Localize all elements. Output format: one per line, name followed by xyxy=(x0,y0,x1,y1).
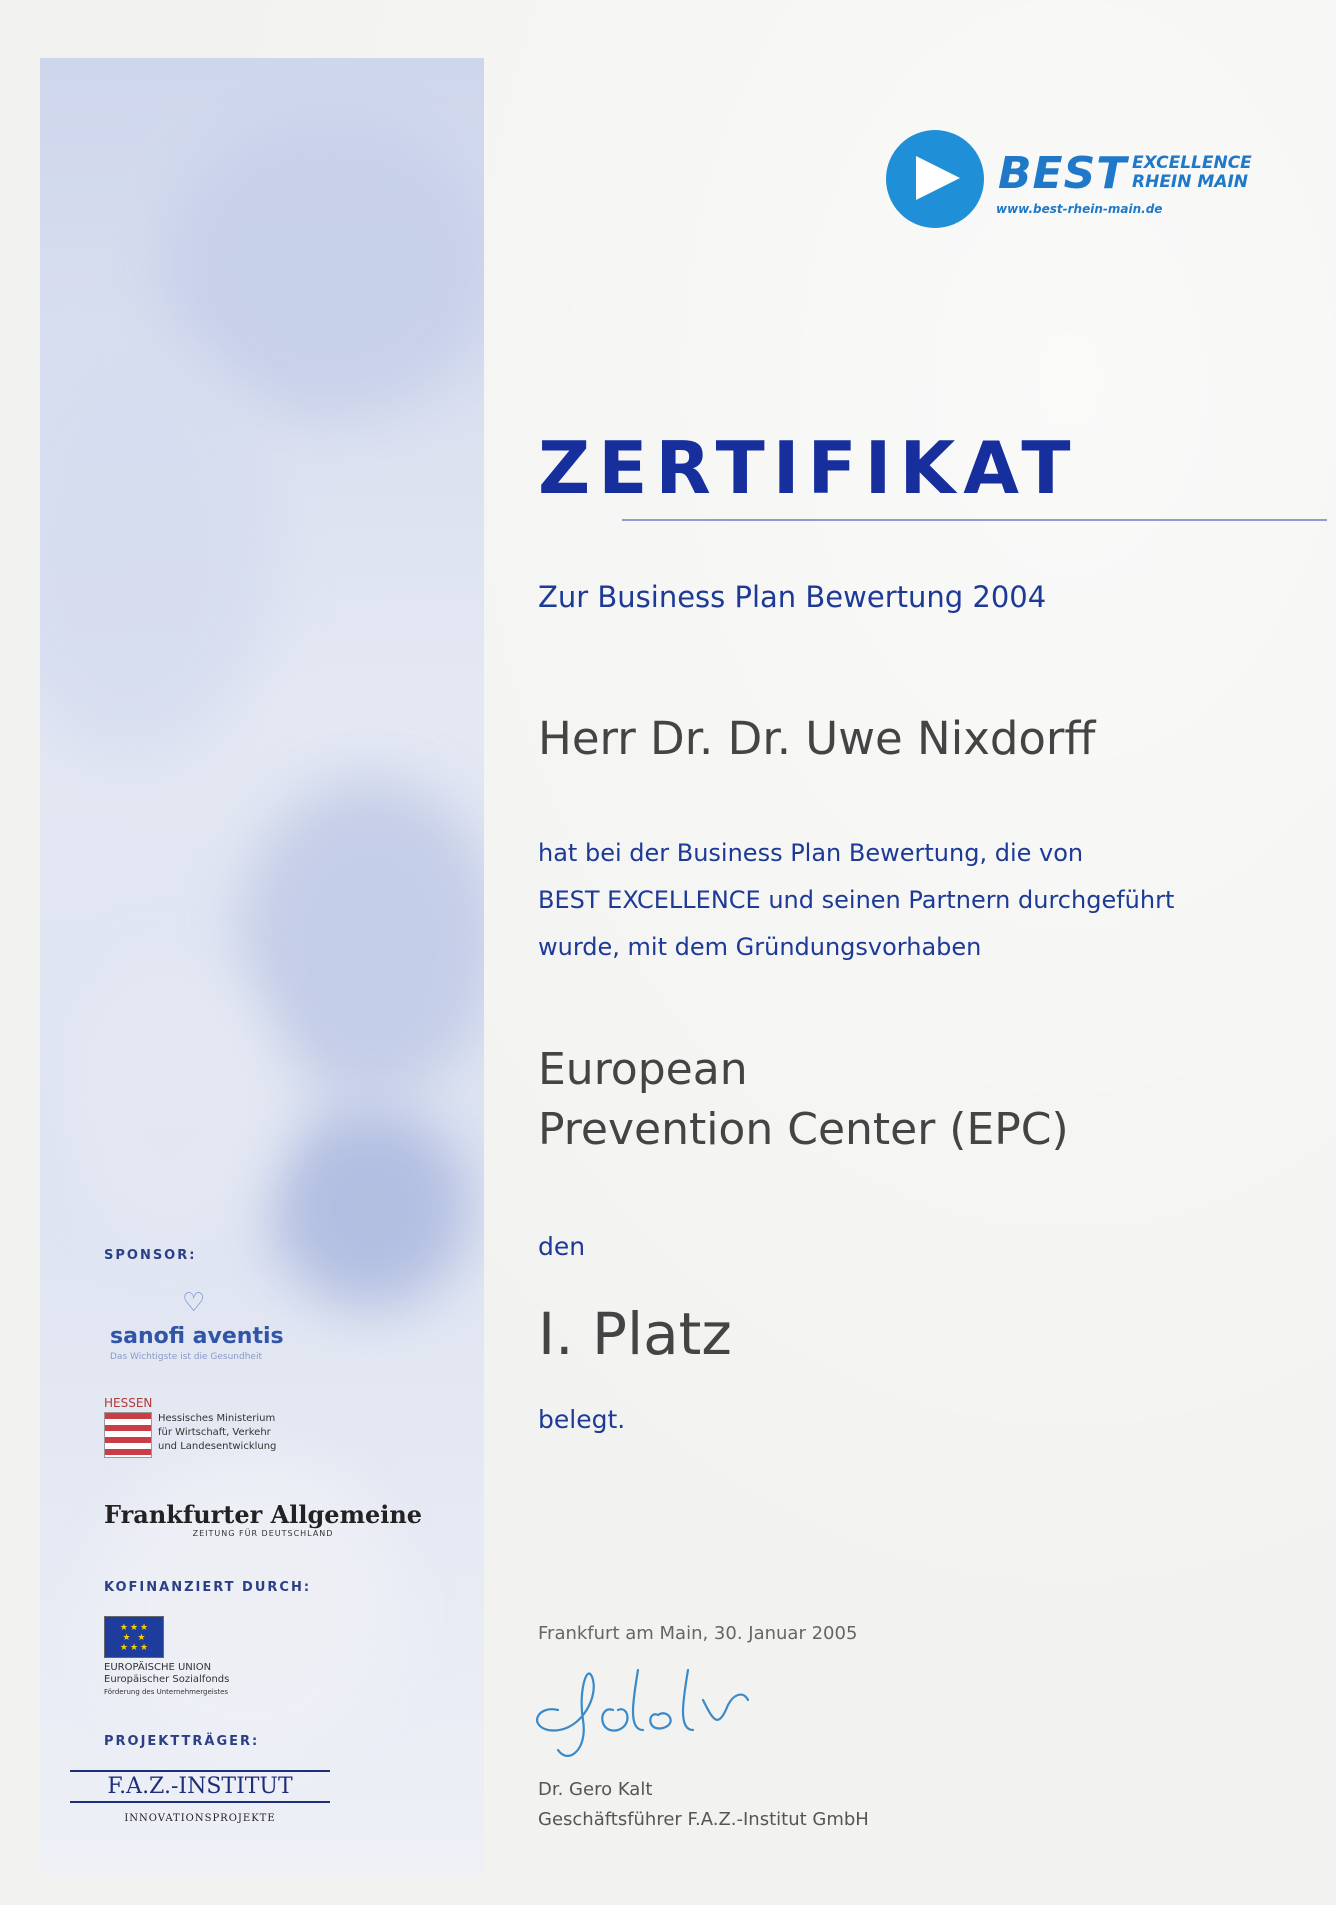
title-underline xyxy=(622,519,1327,521)
eu-flag-icon xyxy=(104,1616,164,1658)
logo-line1: EXCELLENCE xyxy=(1132,153,1252,173)
den-text: den xyxy=(538,1232,586,1261)
hessen-crest-icon xyxy=(104,1412,152,1458)
project-sponsor-label: PROJEKTTRÄGER: xyxy=(104,1734,260,1749)
body-line: BEST EXCELLENCE und seinen Partnern durchgeführt xyxy=(538,886,1175,914)
eu-logo xyxy=(104,1616,304,1696)
logo-url: www.best-rhein-main.de xyxy=(996,202,1163,216)
handwritten-signature xyxy=(518,1650,848,1770)
project-line: Prevention Center (EPC) xyxy=(538,1104,1069,1155)
sanofi-name: sanofi aventis xyxy=(110,1324,284,1349)
project-line: European xyxy=(538,1044,748,1095)
band-blob xyxy=(60,958,280,1238)
project-name xyxy=(538,1040,1069,1160)
sponsor-label: SPONSOR: xyxy=(104,1248,197,1263)
eu-line: Europäischer Sozialfonds xyxy=(104,1674,230,1685)
decorative-band xyxy=(40,58,484,1873)
band-blob xyxy=(270,1108,470,1308)
place-date: Frankfurt am Main, 30. Januar 2005 xyxy=(538,1623,858,1644)
recipient-name: Herr Dr. Dr. Uwe Nixdorff xyxy=(538,712,1096,765)
cofinanced-label: KOFINANZIERT DURCH: xyxy=(104,1580,312,1595)
sanofi-tagline: Das Wichtigste ist die Gesundheit xyxy=(110,1352,262,1362)
certificate-subtitle: Zur Business Plan Bewertung 2004 xyxy=(538,580,1047,614)
best-excellence-logo xyxy=(886,130,1266,230)
signer-name: Dr. Gero Kalt xyxy=(538,1779,653,1800)
belegt-text: belegt. xyxy=(538,1405,626,1434)
eu-text xyxy=(104,1662,229,1698)
hessen-text xyxy=(158,1412,276,1454)
hessen-line: und Landesentwicklung xyxy=(158,1441,277,1452)
hessen-ministry-logo xyxy=(104,1396,324,1460)
eu-stars-icon: ★★★ ★ ★ ★★★ xyxy=(119,1623,151,1653)
hessen-label: HESSEN xyxy=(104,1396,153,1410)
logo-arrow-icon xyxy=(916,156,960,200)
eu-line: EUROPÄISCHE UNION xyxy=(104,1662,212,1673)
certificate-body xyxy=(538,830,1174,971)
hessen-line: Hessisches Ministerium xyxy=(158,1413,276,1424)
heart-icon: ♡ xyxy=(182,1288,206,1318)
band-blob xyxy=(40,338,280,758)
logo-best-text: BEST xyxy=(998,148,1128,199)
band-blob xyxy=(240,778,484,1098)
signer-block xyxy=(538,1775,869,1835)
faz-institut-logo xyxy=(70,1770,330,1824)
certificate-title: ZERTIFIKAT xyxy=(538,426,1079,510)
body-line: hat bei der Business Plan Bewertung, die von xyxy=(538,839,1084,867)
award-place: I. Platz xyxy=(538,1300,732,1368)
faz-name: Frankfurter Allgemeine xyxy=(104,1500,423,1529)
logo-line2: RHEIN MAIN xyxy=(1132,172,1249,192)
institute-name: F.A.Z.-INSTITUT xyxy=(70,1770,330,1803)
faz-logo xyxy=(104,1500,422,1538)
logo-excellence-text xyxy=(1132,154,1252,192)
hessen-line: für Wirtschaft, Verkehr xyxy=(158,1427,271,1438)
institute-sub: INNOVATIONSPROJEKTE xyxy=(124,1813,276,1824)
body-line: wurde, mit dem Gründungsvorhaben xyxy=(538,933,982,961)
sanofi-aventis-logo xyxy=(104,1288,304,1368)
eu-line: Förderung des Unternehmergeistes xyxy=(104,1688,229,1696)
signer-title: Geschäftsführer F.A.Z.-Institut GmbH xyxy=(538,1809,869,1830)
faz-sub: ZEITUNG FÜR DEUTSCHLAND xyxy=(192,1529,334,1538)
